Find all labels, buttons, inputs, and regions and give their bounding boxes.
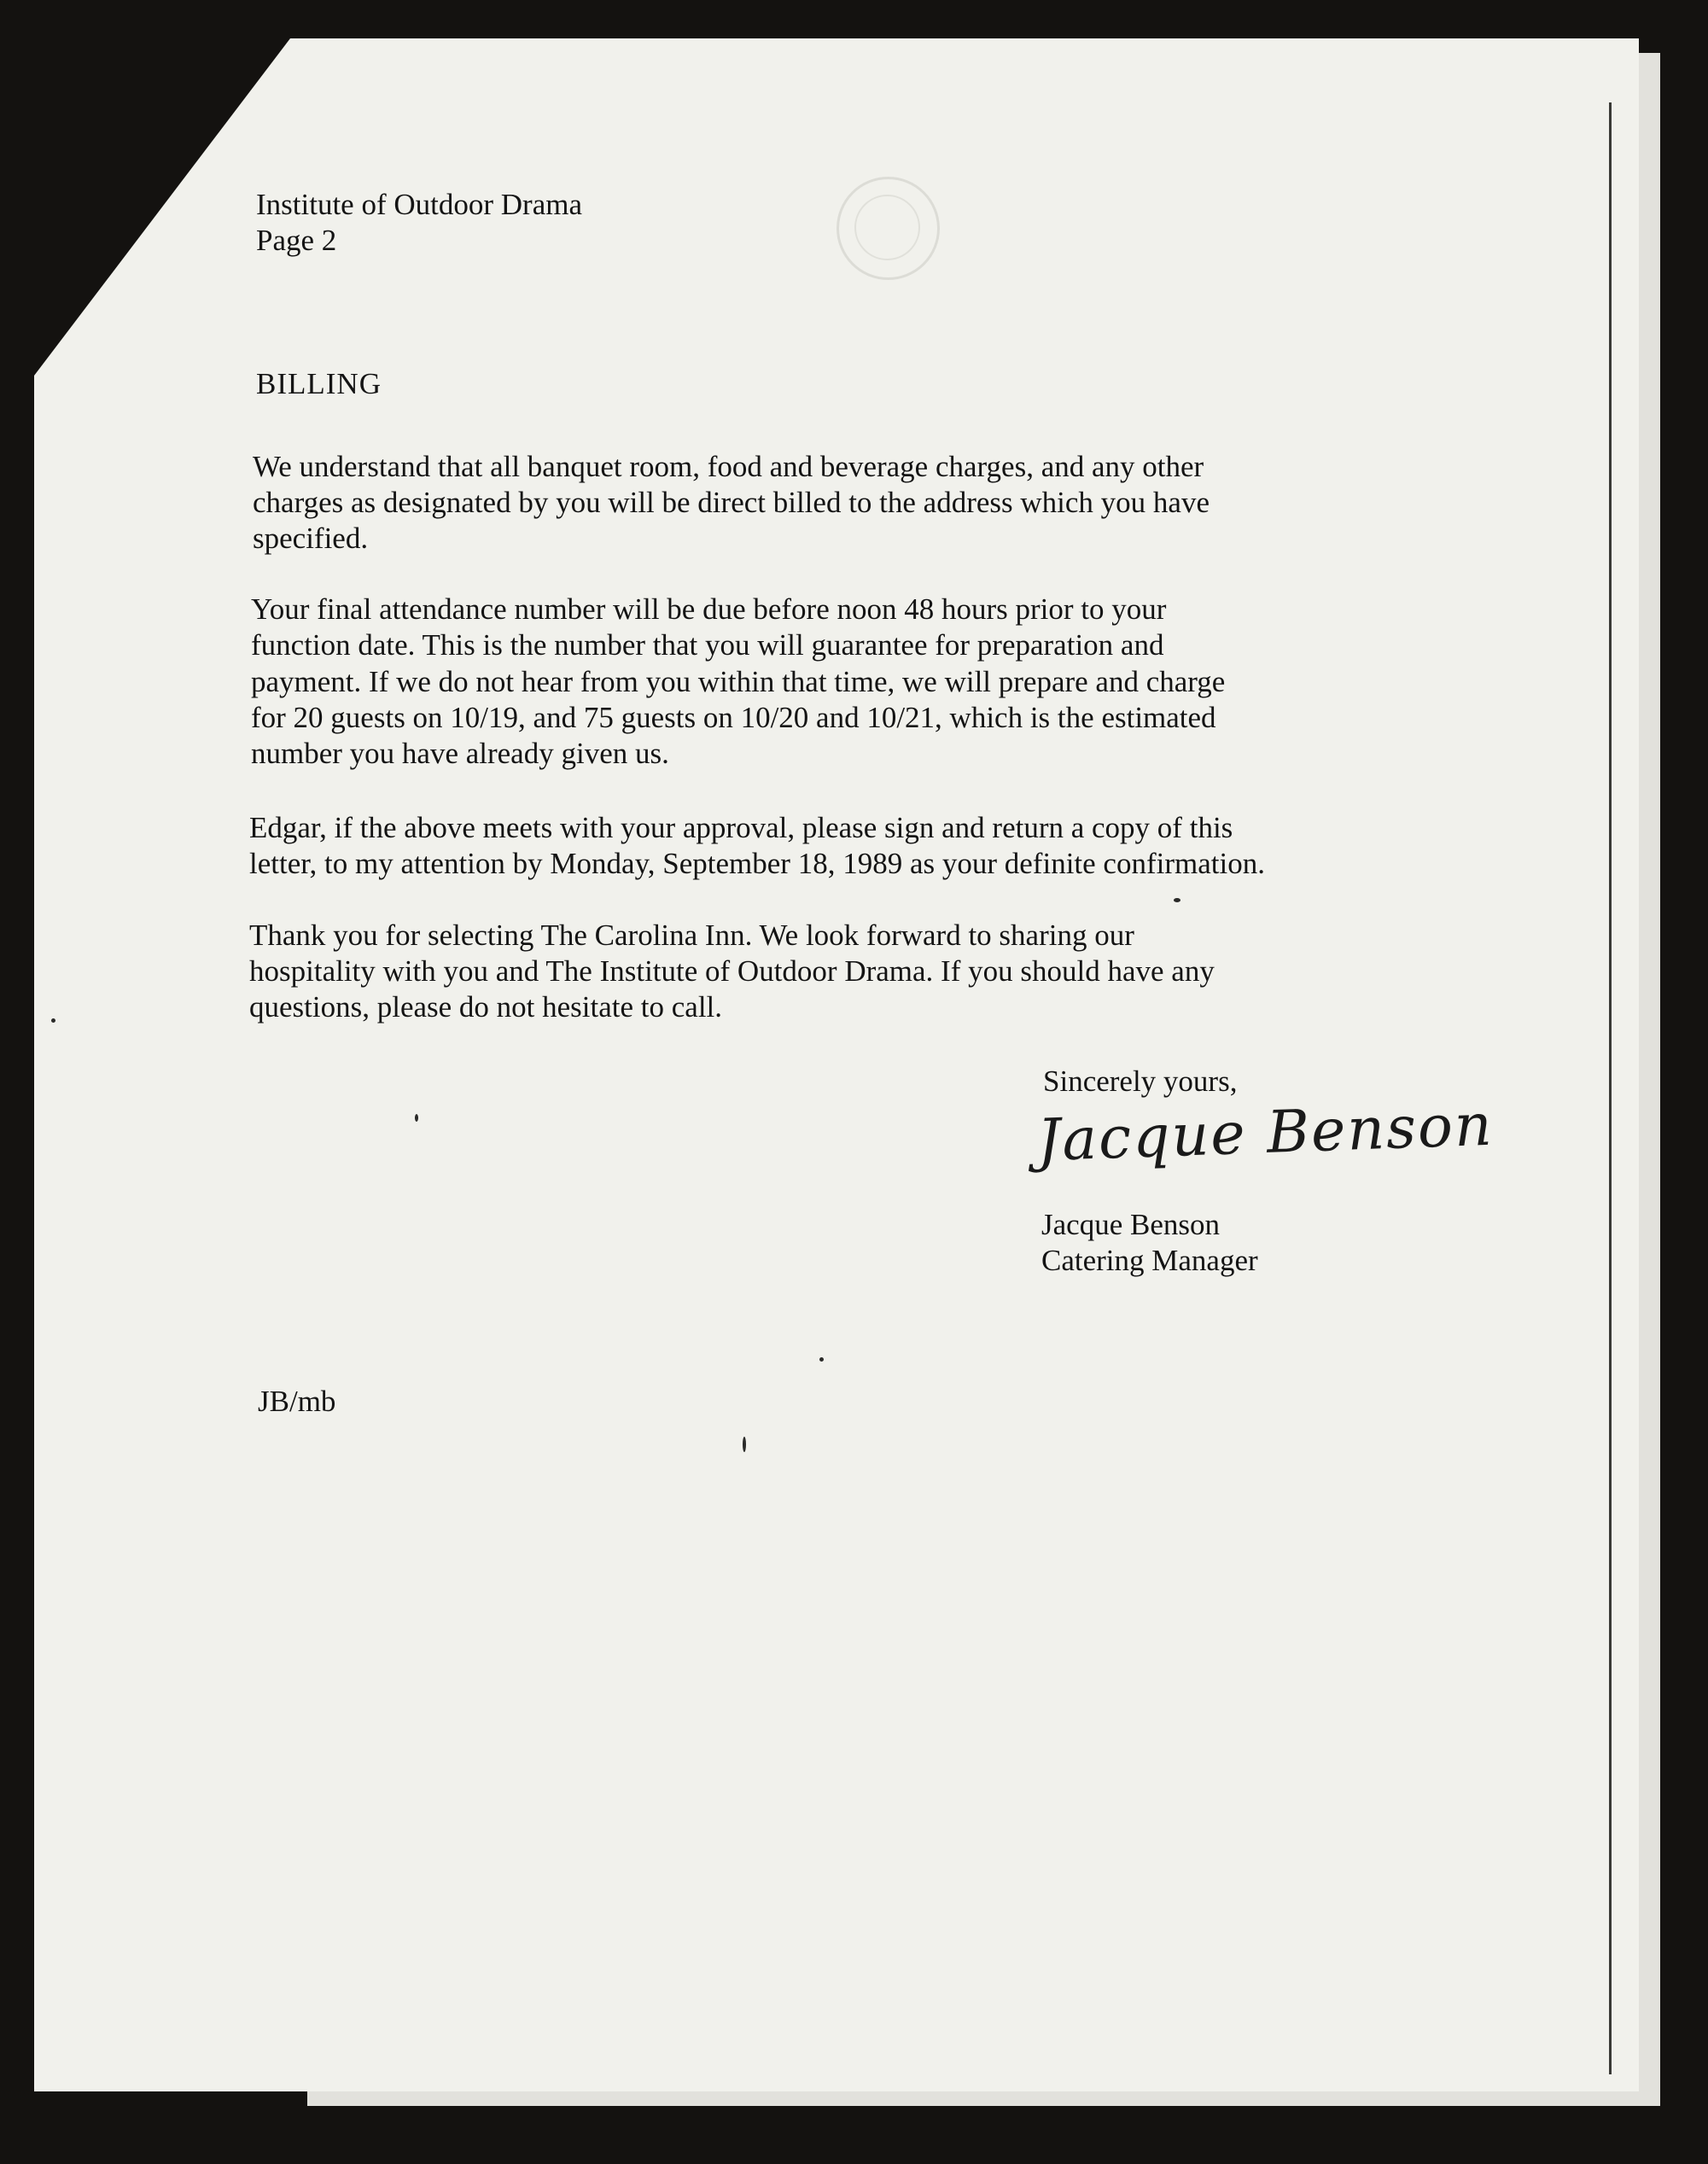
speck-mark: [1174, 898, 1180, 902]
ghost-seal-icon: [837, 177, 940, 280]
speck-mark: [743, 1437, 746, 1452]
paragraph-2-line-1: Your final attendance number will be due before noon 48 hours prior to your: [251, 592, 1167, 626]
paragraph-1-line-2: charges as designated by you will be direct billed to the address which you have: [253, 486, 1210, 519]
speck-mark: [51, 1018, 55, 1023]
signer-title: Catering Manager: [1041, 1244, 1258, 1277]
speck-mark: [819, 1357, 824, 1362]
header-page-number: Page 2: [256, 224, 337, 257]
typist-initials: JB/mb: [258, 1385, 336, 1418]
page-edge-line: [1609, 102, 1612, 2074]
paragraph-1-line-1: We understand that all banquet room, food and beverage charges, and any other: [253, 450, 1204, 483]
salutation: Sincerely yours,: [1043, 1065, 1238, 1098]
header-organization: Institute of Outdoor Drama: [256, 188, 582, 221]
paragraph-3-line-2: letter, to my attention by Monday, September 18, 1989 as your definite confirmation.: [249, 847, 1265, 880]
paragraph-4-line-3: questions, please do not hesitate to call.: [249, 990, 723, 1024]
paragraph-2-line-3: payment. If we do not hear from you within that time, we will prepare and charge: [251, 665, 1226, 698]
letter-page: [34, 38, 1639, 2091]
signer-name: Jacque Benson: [1041, 1208, 1220, 1241]
handwritten-signature: Jacque Benson: [1035, 1091, 1495, 1175]
speck-mark: [415, 1114, 418, 1122]
paragraph-1-line-3: specified.: [253, 522, 369, 555]
paragraph-3-line-1: Edgar, if the above meets with your approval, please sign and return a copy of this: [249, 811, 1233, 844]
paragraph-2-line-2: function date. This is the number that you will guarantee for preparation and: [251, 628, 1164, 662]
paragraph-2-line-5: number you have already given us.: [251, 737, 669, 770]
paragraph-4-line-1: Thank you for selecting The Carolina Inn. We look forward to sharing our: [249, 919, 1134, 952]
paragraph-4-line-2: hospitality with you and The Institute of Outdoor Drama. If you should have any: [249, 954, 1215, 988]
billing-heading: BILLING: [256, 367, 382, 400]
paragraph-2-line-4: for 20 guests on 10/19, and 75 guests on 10/20 and 10/21, which is the estimated: [251, 701, 1216, 734]
